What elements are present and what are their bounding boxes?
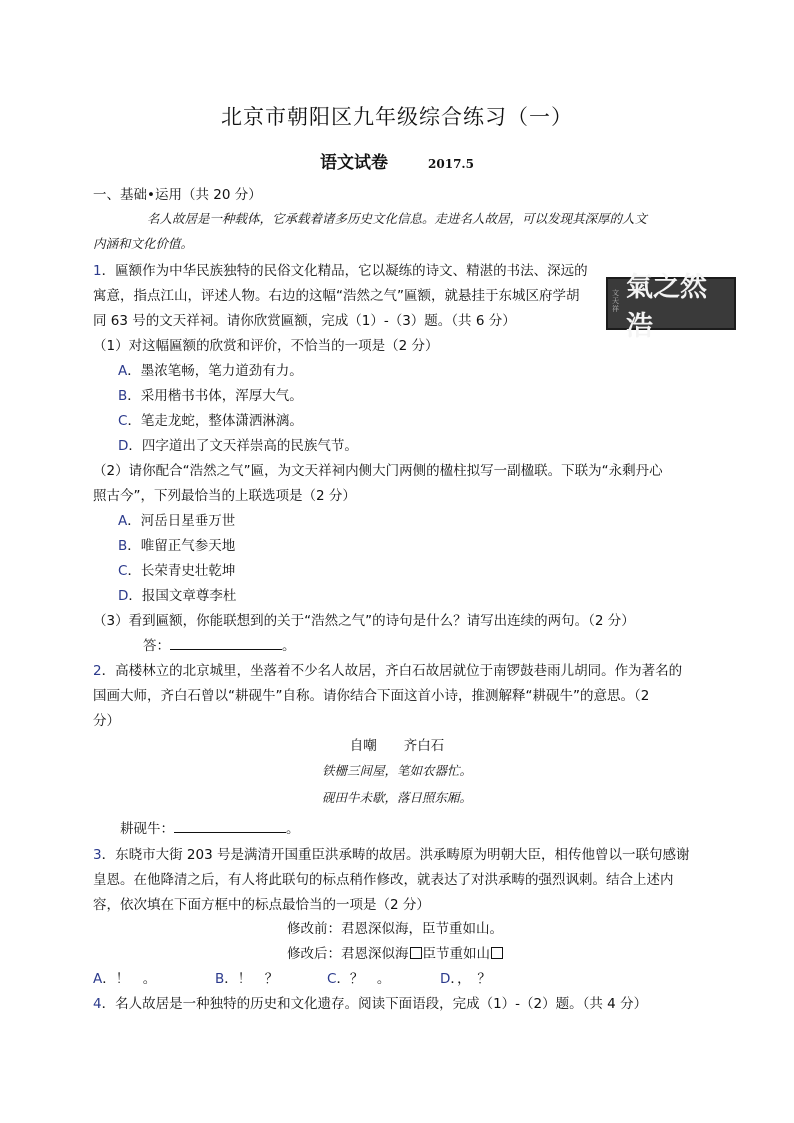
q1-line1: 1．匾额作为中华民族独特的民俗文化精品，它以凝练的诗文、精湛的书法、深远的 (93, 263, 588, 279)
q3-before: 修改前：君恩深似海，臣节重如山。 (287, 921, 503, 937)
poem-line1: 铁栅三间屋，笔如农器忙。 (321, 763, 472, 778)
q3-line2: 皇恩。在他降清之后，有人将此联句的标点稍作修改，就表达了对洪承畴的强烈讽刺。结合上述内 (93, 872, 674, 888)
q1-number: 1 (93, 263, 102, 279)
q3-option-d: D．， ？ (440, 971, 491, 987)
q3-after: 修改后：君恩深似海 臣节重如山 (287, 942, 504, 962)
q3-option-c: C．？ 。 (327, 971, 391, 987)
q1-sub2-stem-line1: （2）请你配合“浩然之气”匾，为文天祥祠内侧大门两侧的楹柱拟写一副楹联。下联为“永剩丹心 (93, 463, 663, 479)
q1-answer-blank[interactable] (170, 637, 282, 650)
q1-sub1-option-a: A．墨浓笔畅，笔力道劲有力。 (118, 363, 303, 379)
q1-sub1-option-d: D．四字道出了文天祥崇高的民族气节。 (118, 438, 358, 454)
q4-number: 4 (93, 996, 102, 1012)
q1-sub3-answer: 答： 。 (143, 638, 296, 654)
poem-line2: 砚田牛未歇，落日照东厢。 (321, 790, 472, 805)
plaque-stamp: 文天祥 (612, 289, 619, 313)
q2-line2: 国画大师，齐白石曾以“耕砚牛”自称。请你结合下面这首小诗，推测解释“耕砚牛”的意思。（2 (93, 688, 650, 704)
poem-title: 自嘲 齐白石 (349, 738, 445, 754)
section-intro-line1: 名人故居是一种载体，它承载着诸多历史文化信息。走进名人故居，可以发现其深厚的人文 (147, 211, 648, 226)
q1-sub1-option-c: C．笔走龙蛇，整体潇洒淋漓。 (118, 413, 303, 429)
q3-number: 3 (93, 847, 102, 863)
q1-sub1-stem: （1）对这幅匾额的欣赏和评价，不恰当的一项是（2 分） (93, 338, 439, 354)
q4-line1: 4．名人故居是一种独特的历史和文化遗存。阅读下面语段，完成（1）-（2）题。（共 4 分） (93, 996, 648, 1012)
q2-answer-blank[interactable] (174, 820, 286, 833)
q1-line3: 同 63 号的文天祥祠。请你欣赏匾额，完成（1）-（3）题。（共 6 分） (93, 313, 516, 329)
plaque-image (606, 271, 736, 342)
page-title: 北京市朝阳区九年级综合练习（一） (221, 105, 573, 129)
q3-line1: 3．东晓市大街 203 号是满清开国重臣洪承畴的故居。洪承畴原为明朝大臣，相传他曾以一联句感谢 (93, 847, 690, 863)
q1-sub2-option-d: D．报国文章尊李杜 (118, 588, 237, 604)
q2-line1: 2．高楼林立的北京城里，坐落着不少名人故居，齐白石故居就位于南锣鼓巷雨儿胡同。作为著名的 (93, 663, 683, 679)
section-heading: 一、基础•运用（共 20 分） (93, 187, 262, 203)
blank-box-1[interactable] (410, 947, 422, 959)
section-intro-line2: 内涵和文化价值。 (93, 236, 194, 251)
exam-date: 2017.5 (428, 157, 474, 171)
q2-number: 2 (93, 663, 102, 679)
q1-line2: 寓意，指点江山，评述人物。右边的这幅“浩然之气”匾额，就悬挂于东城区府学胡 (93, 288, 580, 304)
q2-line3: 分） (93, 713, 120, 729)
q1-sub2-option-a: A．河岳日星垂万世 (118, 513, 236, 529)
q1-sub2-option-c: C．长荣青史壮乾坤 (118, 563, 236, 579)
q3-option-b: B．！ ？ (215, 971, 279, 987)
q1-sub3-stem: （3）看到匾额，你能联想到的关于“浩然之气”的诗句是什么？请写出连续的两句。（2 分） (93, 613, 635, 629)
q3-line3: 容，依次填在下面方框中的标点最恰当的一项是（2 分） (93, 897, 430, 913)
page-subtitle (0, 148, 794, 173)
q1-sub2-stem-line2: 照古今”，下列最恰当的上联选项是（2 分） (93, 488, 356, 504)
q3-option-a: A．！ 。 (93, 971, 157, 987)
q2-answer: 耕砚牛： 。 (120, 821, 300, 837)
subject-title: 语文试卷 (320, 153, 389, 173)
q1-sub1-option-b: B．采用楷书书体，浑厚大气。 (118, 388, 303, 404)
blank-box-2[interactable] (491, 947, 503, 959)
plaque-calligraphy: 氣之然浩 (626, 271, 707, 342)
q1-sub2-option-b: B．唯留正气参天地 (118, 538, 236, 554)
